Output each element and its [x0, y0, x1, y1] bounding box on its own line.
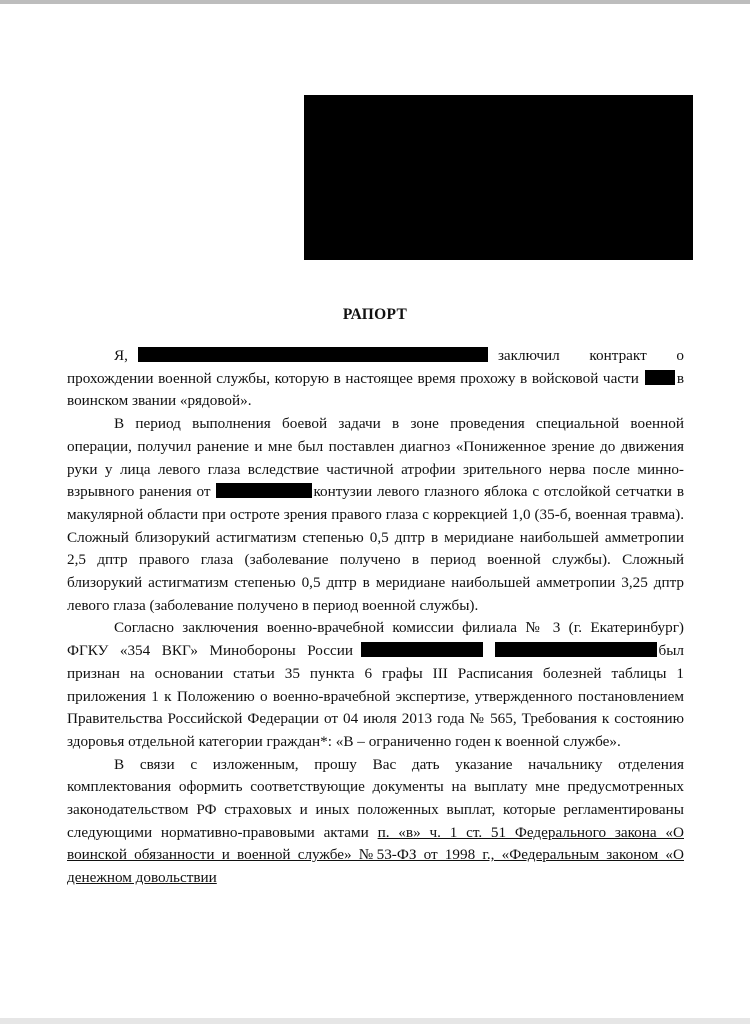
paragraph-4: [67, 754, 684, 890]
paragraph-3-start: Согласно заключения военно-врачебной комиссии филиала № 3 (г. Екатеринбург) ФГКУ «354 ВКГ» Минобороны России: [67, 619, 684, 660]
scan-top-edge: [0, 0, 750, 4]
redacted-name: [138, 347, 488, 362]
paragraph-2-end: контузии левого глазного яблока с отслойкой сетчатки в макулярной области при остроте зрения правого глаза с коррекцией 1,0 (35-б, военная травма). Сложный близорукий астигматизм степенью 0,5 дптр в меридиане наибольшей амметропии 2,5 дптр правого глаза (заболевание получено в период военной службы). Сложный близорукий астигматизм степенью 0,5 дптр в меридиане наибольшей амметропии 3,25 дптр левого глаза (заболевание получено в период военной службы).: [67, 483, 684, 614]
paragraph-1: [67, 345, 684, 413]
paragraph-3: [67, 617, 684, 753]
paragraph-4-start: В связи с изложенным, прошу Вас дать указание начальнику отделения комплектования оформить соответствующие документы на выплату мне предусмотренных законодательством РФ страховых и иных положенных выплат, которые регламентированы следующими нормативно-правовыми актами: [67, 755, 684, 841]
paragraph-1-end: в воинском звании «рядовой».: [67, 369, 684, 410]
redacted-person: [495, 642, 657, 657]
paragraph-3-end: был признан на основании статьи 35 пункта 6 графы III Расписания болезней таблицы 1 приложения 1 к Положению о военно-врачебной экспертизе, утвержденного постановлением Правительства Российской Федерации от 04 июля 2013 года № 565, Требования к состоянию здоровья отдельной категории граждан*: «В – ограниченно годен к военной службе».: [67, 642, 685, 750]
document-title: РАПОРТ: [342, 306, 408, 323]
paragraph-2: [67, 413, 684, 617]
redacted-conclusion-number: [361, 642, 483, 657]
paragraph-2-start: В период выполнения боевой задачи в зоне проведения специальной военной операции, получил ранение и мне был поставлен диагноз «Пониженное зрение до движения руки у лица левого глаза вследствие частичной атрофии зрительного нерва после минно-взрывного ранения от: [67, 415, 684, 501]
paragraph-1-middle: заключил контракт о прохождении военной службы, которую в настоящее время прохожу в войсковой части: [67, 347, 684, 387]
scan-bottom-edge: [0, 1018, 750, 1024]
redacted-date: [216, 483, 312, 498]
redacted-unit-number: [645, 370, 675, 385]
redacted-header-block: [304, 95, 693, 260]
paragraph-1-start: Я,: [114, 347, 128, 364]
legal-references-underlined: п. «в» ч. 1 ст. 51 Федерального закона «О воинской обязанности и военной службе» №53-ФЗ от 1998 г., «Федеральным законом «О денежном довольствии: [67, 823, 684, 887]
document-body: [67, 345, 684, 890]
